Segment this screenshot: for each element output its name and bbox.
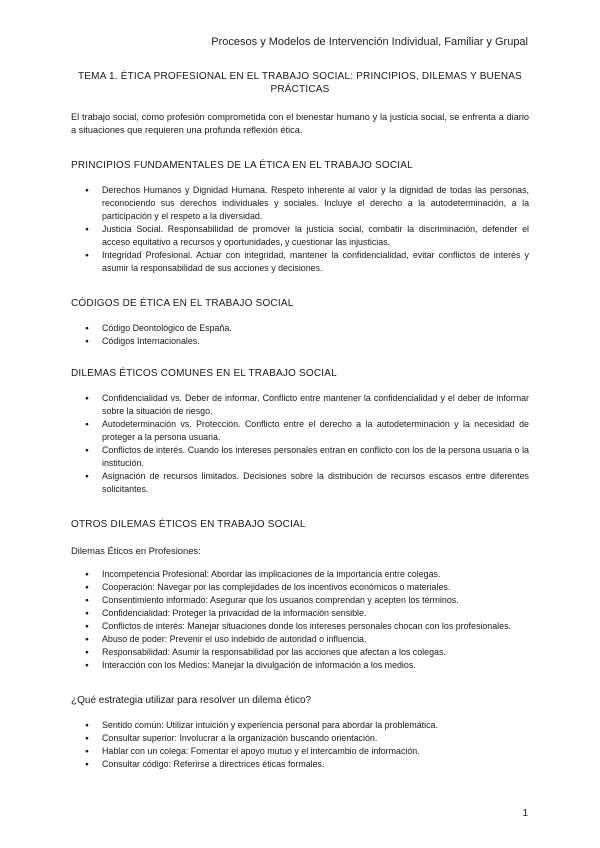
list-item: ● Código Deontológico de España. bbox=[71, 322, 529, 335]
document-title bbox=[71, 70, 529, 96]
list-item: ● Interacción con los Medios: Manejar la divulgación de información a los medios. bbox=[71, 659, 529, 672]
list-item: ● Abuso de poder: Prevenir el uso indebido de autoridad o influencia. bbox=[71, 633, 529, 646]
subheading-profesiones: Dilemas Éticos en Profesiones: bbox=[71, 545, 201, 556]
list-item: ● Justicia Social. Responsabilidad de promover la justicia social, combatir la discriminación, defender el acceso equitativo a recursos y oportunidades, y cuestionar las injusticias. bbox=[71, 223, 529, 249]
list-item: ● Sentido común: Utilizar intuición y experiencia personal para abordar la problemática. bbox=[71, 719, 529, 732]
page-number: 1 bbox=[522, 808, 528, 819]
list-otros bbox=[71, 568, 529, 672]
list-item: ● Consentimiento informado: Asegurar que los usuarios comprendan y acepten los términos. bbox=[71, 594, 529, 607]
list-item: ● Asignación de recursos limitados. Decisiones sobre la distribución de recursos escasos entre diferentes solicitantes. bbox=[71, 470, 529, 496]
title-line-1: TEMA 1. ÉTICA PROFESIONAL EN EL TRABAJO SOCIAL: PRINCIPIOS, DILEMAS Y BUENAS bbox=[77, 71, 523, 82]
list-item: ● Conflictos de interés. Cuando los intereses personales entran en conflicto con los de la persona usuaria o la institución. bbox=[71, 444, 529, 470]
list-item: ● Incompetencia Profesional: Abordar las implicaciones de la importancia entre colegas. bbox=[71, 568, 529, 581]
list-item: ● Consultar código: Referirse a directrices éticas formales. bbox=[71, 758, 529, 771]
list-item: ● Confidencialidad vs. Deber de informar. Conflicto entre mantener la confidencialidad y el deber de informar sobre la situación de riesgo. bbox=[71, 392, 529, 418]
list-item: ● Códigos Internacionales. bbox=[71, 335, 529, 348]
list-codigos bbox=[71, 322, 529, 348]
list-item: ● Consultar superior: Involucrar a la organización buscando orientación. bbox=[71, 732, 529, 745]
list-item: ● Responsabilidad: Asumir la responsabilidad por las acciones que afectan a los colegas. bbox=[71, 646, 529, 659]
section-heading-principios: PRINCIPIOS FUNDAMENTALES DE LA ÉTICA EN EL TRABAJO SOCIAL bbox=[71, 160, 413, 171]
list-item: ● Conflictos de interés: Manejar situaciones donde los intereses personales chocan con los profesionales. bbox=[71, 620, 529, 633]
list-item: ● Derechos Humanos y Dignidad Humana. Respeto inherente al valor y la dignidad de todas las personas, reconociendo sus derechos individuales y sociales. Incluye el derecho a la autodeterminación, a la participación y el respeto a la diversidad. bbox=[71, 184, 529, 223]
list-item: ● Confidencialidad: Proteger la privacidad de la información sensible. bbox=[71, 607, 529, 620]
list-item: ● Autodeterminación vs. Protección. Conflicto entre el derecho a la autodeterminación y la necesidad de proteger a la persona usuaria. bbox=[71, 418, 529, 444]
section-heading-dilemas: DILEMAS ÉTICOS COMUNES EN EL TRABAJO SOCIAL bbox=[71, 368, 337, 379]
title-line-2: PRÁCTICAS bbox=[270, 84, 330, 95]
section-heading-otros: OTROS DILEMAS ÉTICOS EN TRABAJO SOCIAL bbox=[71, 519, 306, 530]
list-item: ● Hablar con un colega: Fomentar el apoyo mutuo y el intercambio de información. bbox=[71, 745, 529, 758]
list-principios bbox=[71, 184, 529, 275]
running-header: Procesos y Modelos de Intervención Individual, Familiar y Grupal bbox=[211, 36, 528, 48]
list-item: ● Cooperación: Navegar por las complejidades de los incentivos económicos o materiales. bbox=[71, 581, 529, 594]
list-dilemas bbox=[71, 392, 529, 496]
strategy-question: ¿Qué estrategia utilizar para resolver un dilema ético? bbox=[71, 695, 312, 706]
list-estrategia bbox=[71, 719, 529, 771]
intro-paragraph: El trabajo social, como profesión comprometida con el bienestar humano y la justicia social, se enfrenta a diario a situaciones que requieren una profunda reflexión ética. bbox=[71, 112, 529, 135]
page-content bbox=[71, 70, 529, 793]
list-item: ● Integridad Profesional. Actuar con integridad, mantener la confidencialidad, evitar conflictos de interés y asumir la responsabilidad de sus acciones y decisiones. bbox=[71, 249, 529, 275]
section-heading-codigos: CÓDIGOS DE ÉTICA EN EL TRABAJO SOCIAL bbox=[71, 298, 294, 309]
